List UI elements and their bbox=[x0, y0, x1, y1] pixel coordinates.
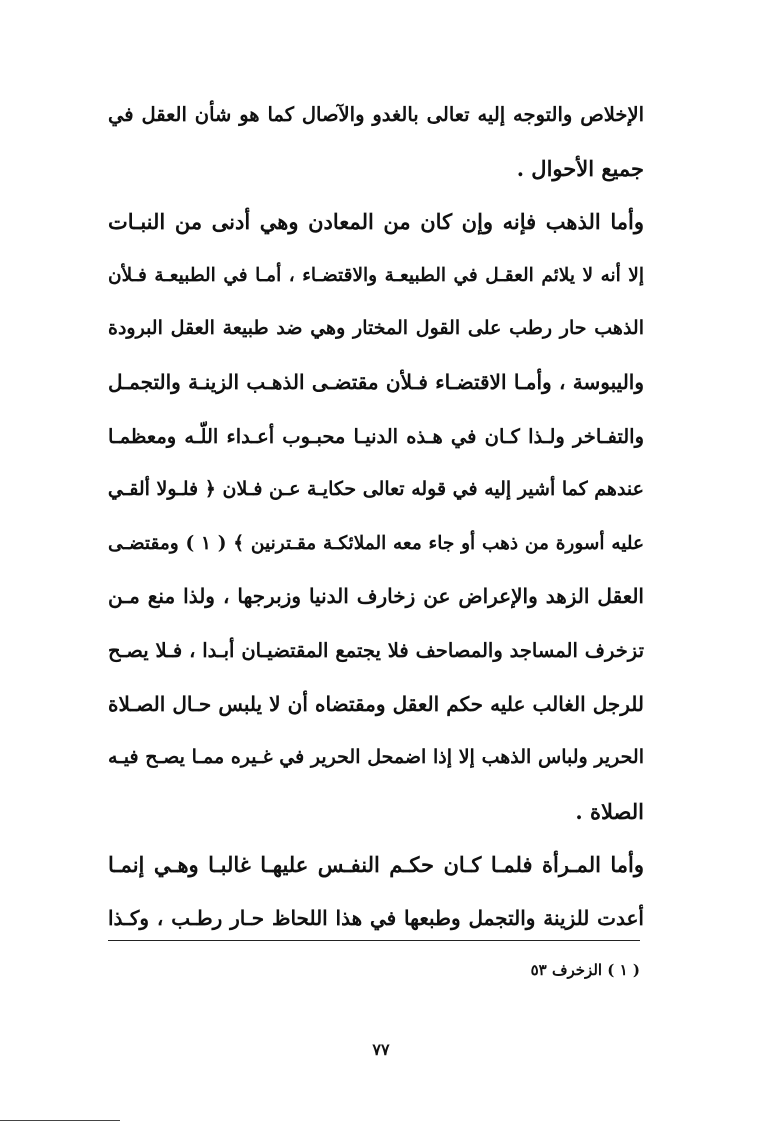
text-line-6: واليبوسة ، وأمـا الاقتضـاء فـلأن مقتضـى الذهـب الزينـة والتجمـل bbox=[108, 369, 644, 394]
text-line-5: الذهب حار رطب على القول المختار وهي ضد طبيعة العقل البرودة bbox=[108, 317, 644, 340]
text-line-9: عليه أسورة من ذهب أو جاء معه الملائكـة مقـترنين ﴾ ( ١ ) ومقتضـى bbox=[108, 532, 644, 554]
text-line-14: الصلاة . bbox=[575, 798, 644, 824]
text-line-3: وأما الذهب فإنه وإن كان من المعادن وهي أدنى من النبـات bbox=[108, 209, 644, 235]
text-line-4: إلا أنه لا يلائم العقـل في الطبيعـة والاقتضـاء ، أمـا في الطبيعـة فـلأن bbox=[108, 264, 644, 286]
page-number: ٧٧ bbox=[372, 1040, 390, 1059]
text-line-13: الحرير ولباس الذهب إلا إذا اضمحل الحرير في غـيره ممـا يصـح فيـه bbox=[108, 746, 644, 769]
text-line-8: عندهم كما أشير إليه في قوله تعالى حكايـة عـن فـلان ﴿ فلـولا ألقـي bbox=[108, 478, 644, 501]
footnote: ( ١ ) الزخرف ٥٣ bbox=[530, 961, 640, 979]
text-line-1: الإخلاص والتوجه إليه تعالى بالغدو والآصال كما هو شأن العقل في bbox=[108, 103, 644, 126]
text-line-11: تزخرف المساجد والمصاحف فلا يجتمع المقتضيـان أبـدا ، فـلا يصـح bbox=[108, 638, 644, 662]
footnote-divider bbox=[108, 940, 640, 941]
text-line-15: وأما المـرأة فلمـا كـان حكـم النفـس عليهـا غالبـا وهـي إنمـا bbox=[108, 852, 644, 878]
text-line-2: جميع الأحوال . bbox=[516, 155, 644, 181]
text-line-10: العقل الزهد والإعراض عن زخارف الدنيا وزبرجها ، ولذا منع مـن bbox=[108, 584, 644, 609]
scan-edge-line bbox=[0, 1120, 120, 1121]
text-line-12: للرجل الغالب عليه حكم العقل ومقتضاه أن لا يلبس حـال الصـلاة bbox=[108, 691, 644, 716]
body-text bbox=[108, 88, 644, 946]
text-line-16: أعدت للزينة والتجمل وطبعها في هذا اللحاظ حـار رطـب ، وكـذا bbox=[108, 905, 644, 930]
text-line-7: والتفـاخر ولـذا كـان في هـذه الدنيـا محبـوب أعـداء اللّـه ومعظمـا bbox=[108, 424, 644, 448]
